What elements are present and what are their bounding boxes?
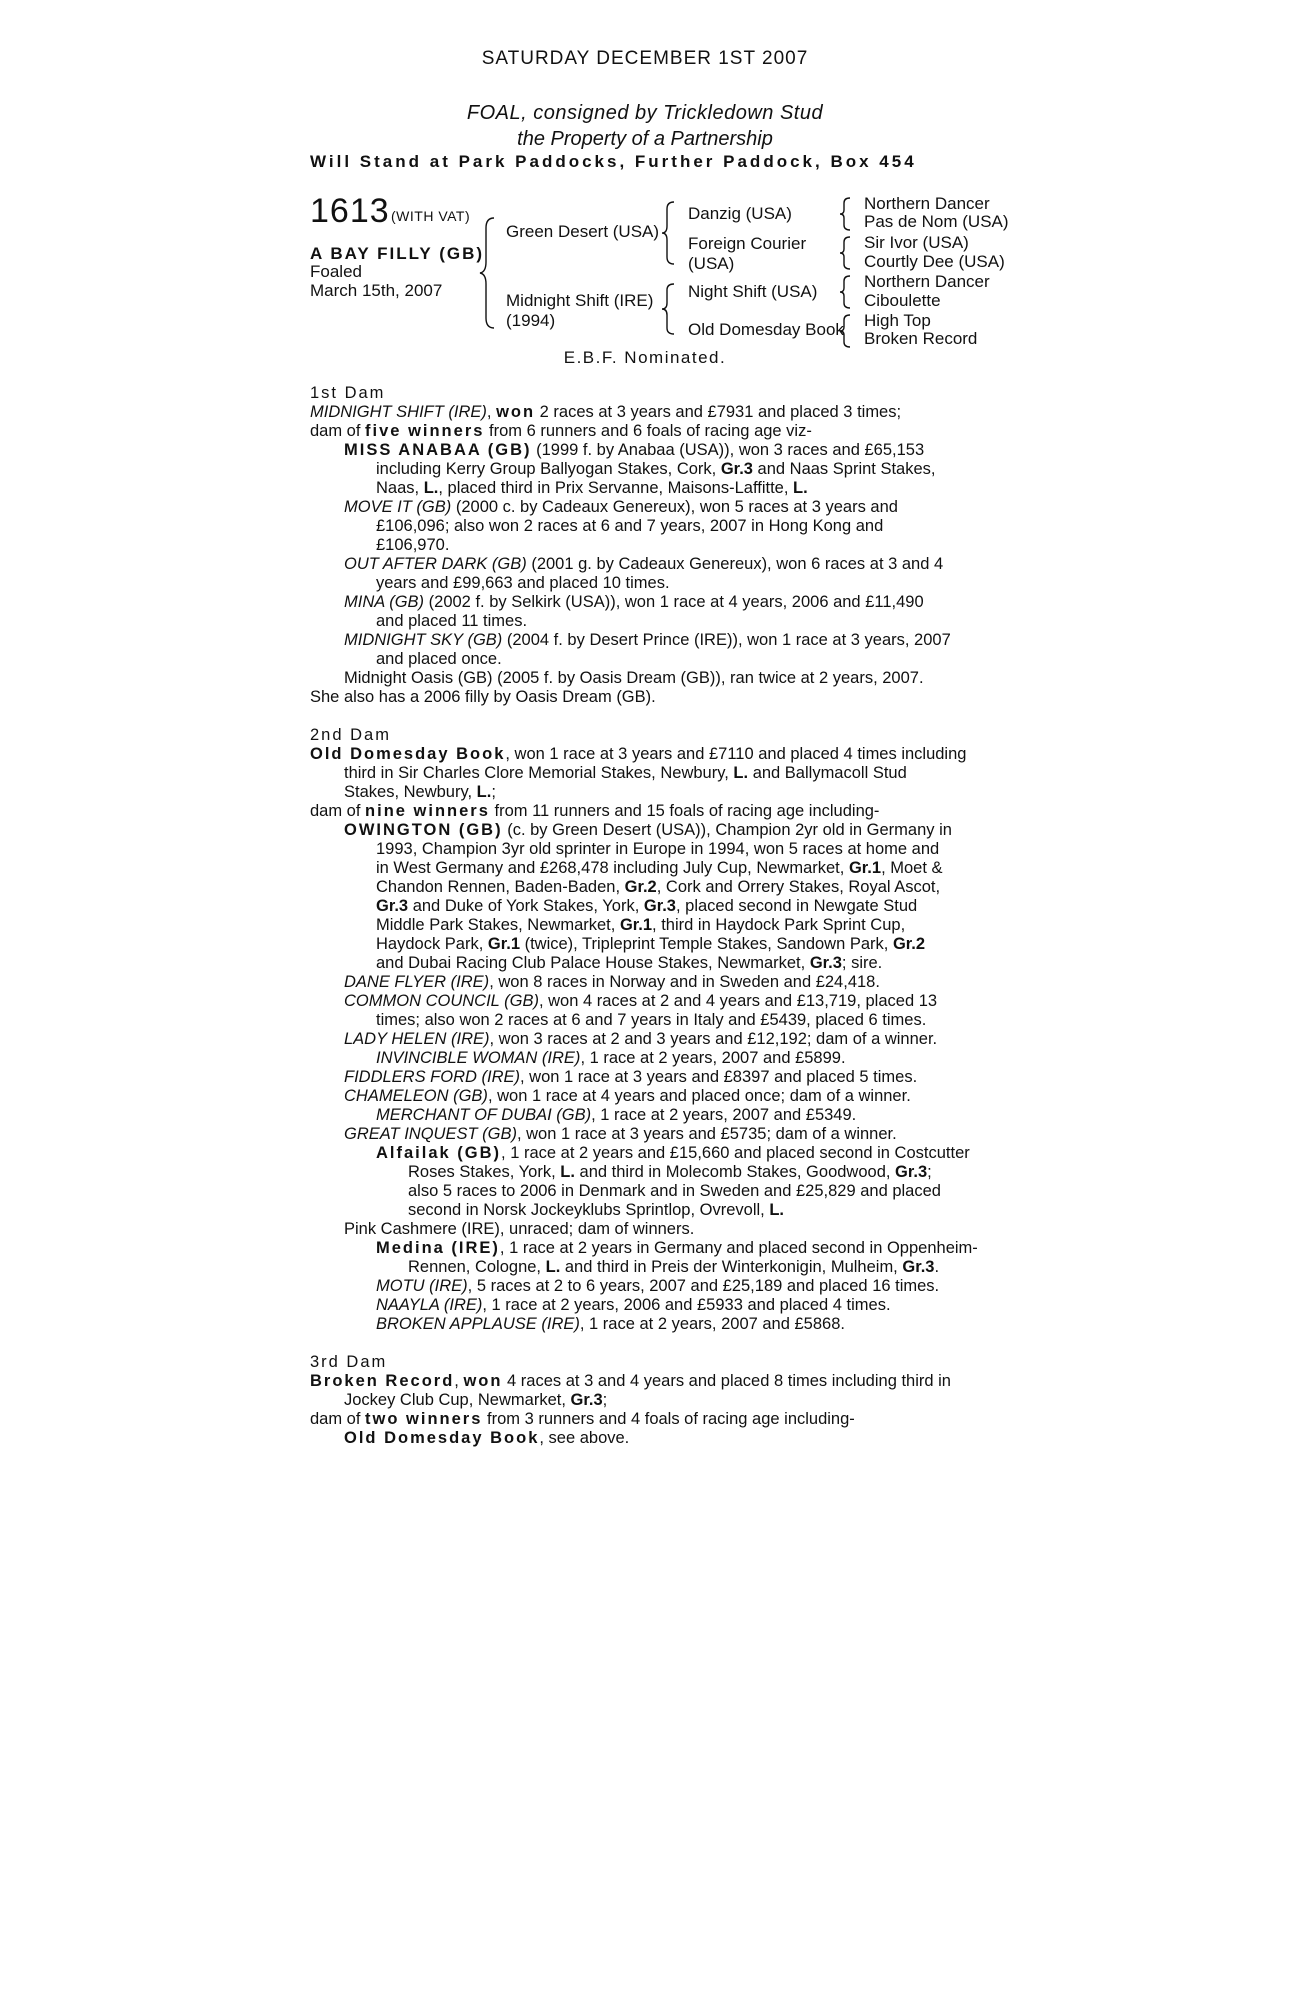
produce-owington: OWINGTON (GB) (c. by Green Desert (USA)), Champion 2yr old in Germany in bbox=[344, 821, 952, 839]
pedigree-sire-dam: Foreign Courier bbox=[688, 234, 807, 253]
produce-chameleon: CHAMELEON (GB), won 1 race at 4 years and placed once; dam of a winner. bbox=[344, 1087, 911, 1105]
foaled-date: March 15th, 2007 bbox=[310, 281, 443, 300]
pedigree-g7: High Top bbox=[864, 311, 931, 330]
produce-midnight-oasis: Midnight Oasis (GB) (2005 f. by Oasis Dream (GB)), ran twice at 2 years, 2007. bbox=[344, 669, 924, 687]
dam3-heading: 3rd Dam bbox=[310, 1353, 388, 1371]
pedigree-g1: Northern Dancer bbox=[864, 194, 990, 213]
produce-line: and placed once. bbox=[376, 650, 502, 668]
pedigree-brace-6 bbox=[838, 274, 854, 310]
dam1-heading: 1st Dam bbox=[310, 384, 386, 402]
dam1-line: MIDNIGHT SHIFT (IRE), won 2 races at 3 years and £7931 and placed 3 times; bbox=[310, 403, 902, 421]
dam3-winners: dam of two winners from 3 runners and 4 foals of racing age including- bbox=[310, 1410, 855, 1428]
dam2-line: Old Domesday Book, won 1 race at 3 years and £7110 and placed 4 times including bbox=[310, 745, 967, 763]
dam2-heading: 2nd Dam bbox=[310, 726, 391, 744]
pedigree-dam: Midnight Shift (IRE) bbox=[506, 291, 654, 310]
produce-invincible-woman: INVINCIBLE WOMAN (IRE), 1 race at 2 years, 2007 and £5899. bbox=[376, 1049, 846, 1067]
produce-record bbox=[310, 384, 990, 1448]
stand-location: Will Stand at Park Paddocks, Further Paddock, Box 454 bbox=[310, 152, 917, 171]
pedigree-brace-1 bbox=[478, 216, 498, 330]
produce-motu: MOTU (IRE), 5 races at 2 to 6 years, 2007 and £25,189 and placed 16 times. bbox=[376, 1277, 940, 1295]
produce-midnight-sky: MIDNIGHT SKY (GB) (2004 f. by Desert Prince (IRE)), won 1 race at 3 years, 2007 bbox=[344, 631, 951, 649]
dam2-winners: dam of nine winners from 11 runners and 15 foals of racing age including- bbox=[310, 802, 880, 820]
produce-lady-helen: LADY HELEN (IRE), won 3 races at 2 and 3 years and £12,192; dam of a winner. bbox=[344, 1030, 938, 1048]
produce-line: Gr.3 and Duke of York Stakes, York, Gr.3, placed second in Newgate Stud bbox=[376, 897, 918, 915]
produce-line: second in Norsk Jockeyklubs Sprintlop, Ovrevoll, L. bbox=[408, 1201, 784, 1219]
produce-line: including Kerry Group Ballyogan Stakes, Cork, Gr.3 and Naas Sprint Stakes, bbox=[376, 460, 936, 478]
produce-broken-applause: BROKEN APPLAUSE (IRE), 1 race at 2 years, 2007 and £5868. bbox=[376, 1315, 845, 1333]
ebf-nomination: E.B.F. Nominated. bbox=[563, 348, 727, 367]
sale-date: SATURDAY DECEMBER 1ST 2007 bbox=[481, 48, 809, 69]
produce-out-after-dark: OUT AFTER DARK (GB) (2001 g. by Cadeaux Genereux), won 6 races at 3 and 4 bbox=[344, 555, 944, 573]
produce-line: in West Germany and £268,478 including July Cup, Newmarket, Gr.1, Moet & bbox=[376, 859, 943, 877]
produce-line: Haydock Park, Gr.1 (twice), Tripleprint Temple Stakes, Sandown Park, Gr.2 bbox=[376, 935, 926, 953]
pedigree-g2: Pas de Nom (USA) bbox=[864, 212, 1009, 231]
pedigree-g5: Northern Dancer bbox=[864, 272, 990, 291]
dam2-line: Stakes, Newbury, L.; bbox=[344, 783, 496, 801]
produce-miss-anabaa: MISS ANABAA (GB) (1999 f. by Anabaa (USA)), won 3 races and £65,153 bbox=[344, 441, 925, 459]
pedigree-g4: Courtly Dee (USA) bbox=[864, 252, 1005, 271]
foaled-label: Foaled bbox=[310, 262, 362, 281]
produce-naayla: NAAYLA (IRE), 1 race at 2 years, 2006 and £5933 and placed 4 times. bbox=[376, 1296, 891, 1314]
produce-line: Roses Stakes, York, L. and third in Molecomb Stakes, Goodwood, Gr.3; bbox=[408, 1163, 932, 1181]
dam3-line: Jockey Club Cup, Newmarket, Gr.3; bbox=[344, 1391, 608, 1409]
pedigree-dam-year: (1994) bbox=[506, 311, 556, 330]
produce-line: years and £99,663 and placed 10 times. bbox=[376, 574, 670, 592]
pedigree-sire: Green Desert (USA) bbox=[506, 222, 660, 241]
property-line: the Property of a Partnership bbox=[517, 128, 773, 150]
pedigree-g6: Ciboulette bbox=[864, 291, 941, 310]
vat-note: (WITH VAT) bbox=[391, 208, 471, 224]
pedigree-brace-3 bbox=[660, 282, 678, 336]
produce-line: also 5 races to 2006 in Denmark and in Sweden and £25,829 and placed bbox=[408, 1182, 941, 1200]
pedigree-brace-4 bbox=[838, 196, 854, 232]
produce-fiddlers-ford: FIDDLERS FORD (IRE), won 1 race at 3 years and £8397 and placed 5 times. bbox=[344, 1068, 918, 1086]
produce-common-council: COMMON COUNCIL (GB), won 4 races at 2 and 4 years and £13,719, placed 13 bbox=[344, 992, 938, 1010]
pedigree-g3: Sir Ivor (USA) bbox=[864, 233, 969, 252]
produce-line: Middle Park Stakes, Newmarket, Gr.1, third in Haydock Park Sprint Cup, bbox=[376, 916, 906, 934]
produce-line: £106,970. bbox=[376, 536, 450, 554]
produce-line: 1993, Champion 3yr old sprinter in Europe in 1994, won 5 races at home and bbox=[376, 840, 940, 858]
produce-line: and Dubai Racing Club Palace House Stakes, Newmarket, Gr.3; sire. bbox=[376, 954, 883, 972]
produce-mina: MINA (GB) (2002 f. by Selkirk (USA)), won 1 race at 4 years, 2006 and £11,490 bbox=[344, 593, 924, 611]
produce-alfailak: Alfailak (GB), 1 race at 2 years and £15,660 and placed second in Costcutter bbox=[376, 1144, 970, 1162]
dam3-line: Broken Record, won 4 races at 3 and 4 years and placed 8 times including third in bbox=[310, 1372, 951, 1390]
produce-move-it: MOVE IT (GB) (2000 c. by Cadeaux Genereux), won 5 races at 3 years and bbox=[344, 498, 898, 516]
pedigree-dam-sire: Night Shift (USA) bbox=[688, 282, 818, 301]
produce-dane-flyer: DANE FLYER (IRE), won 8 races in Norway and in Sweden and £24,418. bbox=[344, 973, 880, 991]
produce-2006-filly: She also has a 2006 filly by Oasis Dream (GB). bbox=[310, 688, 656, 706]
pedigree-dam-dam: Old Domesday Book bbox=[688, 320, 844, 339]
produce-line: times; also won 2 races at 6 and 7 years in Italy and £5439, placed 6 times. bbox=[376, 1011, 927, 1029]
produce-line: Rennen, Cologne, L. and third in Preis der Winterkonigin, Mulheim, Gr.3. bbox=[408, 1258, 940, 1276]
produce-pink-cashmere: Pink Cashmere (IRE), unraced; dam of winners. bbox=[344, 1220, 695, 1238]
dam1-winners: dam of five winners from 6 runners and 6 foals of racing age viz- bbox=[310, 422, 812, 440]
pedigree-g8: Broken Record bbox=[864, 329, 978, 348]
produce-line: Naas, L., placed third in Prix Servanne, Maisons-Laffitte, L. bbox=[376, 479, 808, 497]
lot-description: A BAY FILLY (GB) bbox=[310, 244, 485, 263]
dam3-produce: Old Domesday Book, see above. bbox=[344, 1429, 630, 1447]
pedigree-sire-sire: Danzig (USA) bbox=[688, 204, 792, 223]
produce-line: Chandon Rennen, Baden-Baden, Gr.2, Cork and Orrery Stakes, Royal Ascot, bbox=[376, 878, 941, 896]
lot-number: 1613 bbox=[310, 192, 390, 230]
produce-line: £106,096; also won 2 races at 6 and 7 years, 2007 in Hong Kong and bbox=[376, 517, 884, 535]
produce-line: and placed 11 times. bbox=[376, 612, 528, 630]
produce-medina: Medina (IRE), 1 race at 2 years in Germany and placed second in Oppenheim- bbox=[376, 1239, 978, 1257]
pedigree-brace-5 bbox=[838, 235, 854, 271]
dam2-line: third in Sir Charles Clore Memorial Stakes, Newbury, L. and Ballymacoll Stud bbox=[344, 764, 907, 782]
produce-merchant-of-dubai: MERCHANT OF DUBAI (GB), 1 race at 2 years, 2007 and £5349. bbox=[376, 1106, 857, 1124]
pedigree-sire-dam-origin: (USA) bbox=[688, 254, 735, 273]
produce-great-inquest: GREAT INQUEST (GB), won 1 race at 3 years and £5735; dam of a winner. bbox=[344, 1125, 897, 1143]
consignor-line: FOAL, consigned by Trickledown Stud bbox=[466, 102, 824, 124]
pedigree-brace-2 bbox=[660, 200, 678, 266]
